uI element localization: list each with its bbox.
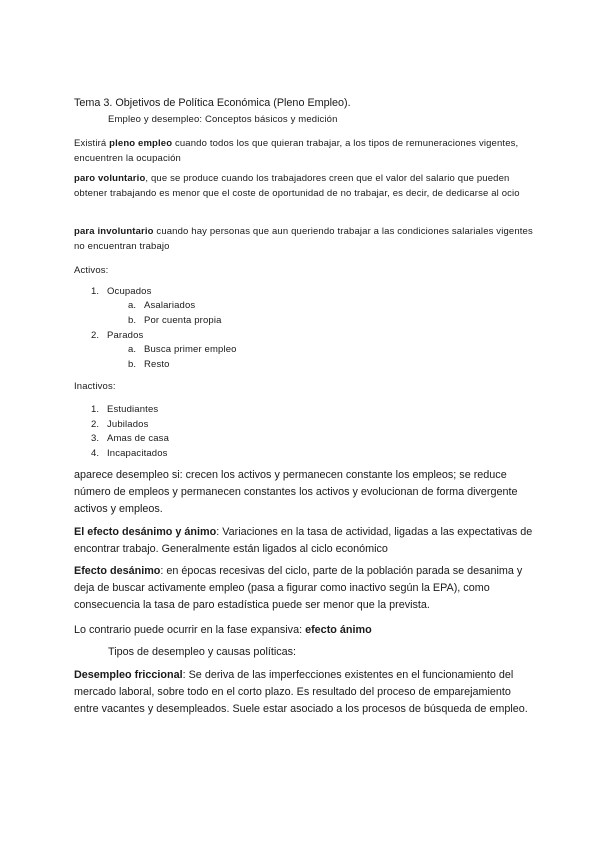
lo-contrario-paragraph [74, 622, 534, 639]
paro-involuntario-term: para involuntario [74, 226, 154, 237]
efecto-desanimo-animo-paragraph [74, 524, 534, 558]
pleno-empleo-prefix: Existirá [74, 138, 110, 149]
inactivos-heading: Inactivos: [74, 381, 116, 392]
list-item: 3. Amas de casa [91, 433, 169, 444]
list-item: 4. Incapacitados [91, 448, 168, 459]
sub-list-item: a. Busca primer empleo [128, 344, 237, 355]
pleno-empleo-paragraph [74, 136, 534, 166]
activos-heading: Activos: [74, 265, 109, 276]
efecto-desanimo-paragraph [74, 563, 534, 614]
pleno-empleo-text: cuando todos los que quieran trabajar, a los tipos de remuneraciones vigentes, encuentren la ocupación [74, 138, 519, 164]
sub-list-item: a. Asalariados [128, 300, 196, 311]
desempleo-friccional-text: : Se deriva de las imperfecciones existentes en el funcionamiento del mercado laboral, sobre todo en el corto plazo. Es resultado del proceso de emparejamiento entre vacantes y desempleados. Suele estar asociado a los procesos de búsqueda de empleo. [74, 669, 528, 715]
list-item: 2. Jubilados [91, 419, 149, 430]
sub-list-item: b. Por cuenta propia [128, 315, 222, 326]
paro-involuntario-paragraph [74, 224, 534, 254]
paro-voluntario-paragraph [74, 171, 529, 201]
efecto-desanimo-term: Efecto desánimo [74, 565, 161, 577]
sub-list-item: b. Resto [128, 359, 170, 370]
desempleo-friccional-term: Desempleo friccional [74, 669, 183, 681]
paro-voluntario-text: , que se produce cuando los trabajadores creen que el valor del salario que pueden obtener trabajando es menor que el coste de oportunidad de no trabajar, es decir, de dedicarse al ocio [74, 173, 520, 199]
list-item: 1. Ocupados [91, 286, 152, 297]
document-title: Tema 3. Objetivos de Política Económica (Pleno Empleo). [74, 97, 351, 109]
efecto-desanimo-animo-term: El efecto desánimo y ánimo [74, 526, 217, 538]
efecto-desanimo-animo-text: : Variaciones en la tasa de actividad, ligadas a las expectativas de encontrar trabajo. Generalmente están ligados al ciclo económico [74, 526, 533, 555]
efecto-animo-term: efecto ánimo [305, 624, 372, 636]
list-item: 1. Estudiantes [91, 404, 159, 415]
list-item: 2. Parados [91, 330, 144, 341]
aparece-desempleo-paragraph: aparece desempleo si: crecen los activos y permanecen constante los empleos; se reduce número de empleos y permanecen constantes los activos y evolucionan de forma divergente activos y empleos. [74, 469, 518, 515]
paro-voluntario-term: paro voluntario [74, 173, 146, 184]
paro-involuntario-text: cuando hay personas que aun queriendo trabajar a las condiciones salariales vigentes no encuentran trabajo [74, 226, 533, 252]
lo-contrario-prefix: Lo contrario puede ocurrir en la fase expansiva: [74, 624, 306, 636]
efecto-desanimo-text: : en épocas recesivas del ciclo, parte de la población parada se desanima y deja de buscar activamente empleo (pasa a figurar como inactivo según la EPA), como consecuencia la tasa de paro estadística puede ser menor que la prevista. [74, 565, 523, 611]
document-subtitle: Empleo y desempleo: Conceptos básicos y medición [108, 114, 338, 125]
desempleo-friccional-paragraph [74, 667, 534, 718]
pleno-empleo-term: pleno empleo [109, 138, 173, 149]
tipos-desempleo-heading: Tipos de desempleo y causas políticas: [108, 646, 297, 658]
